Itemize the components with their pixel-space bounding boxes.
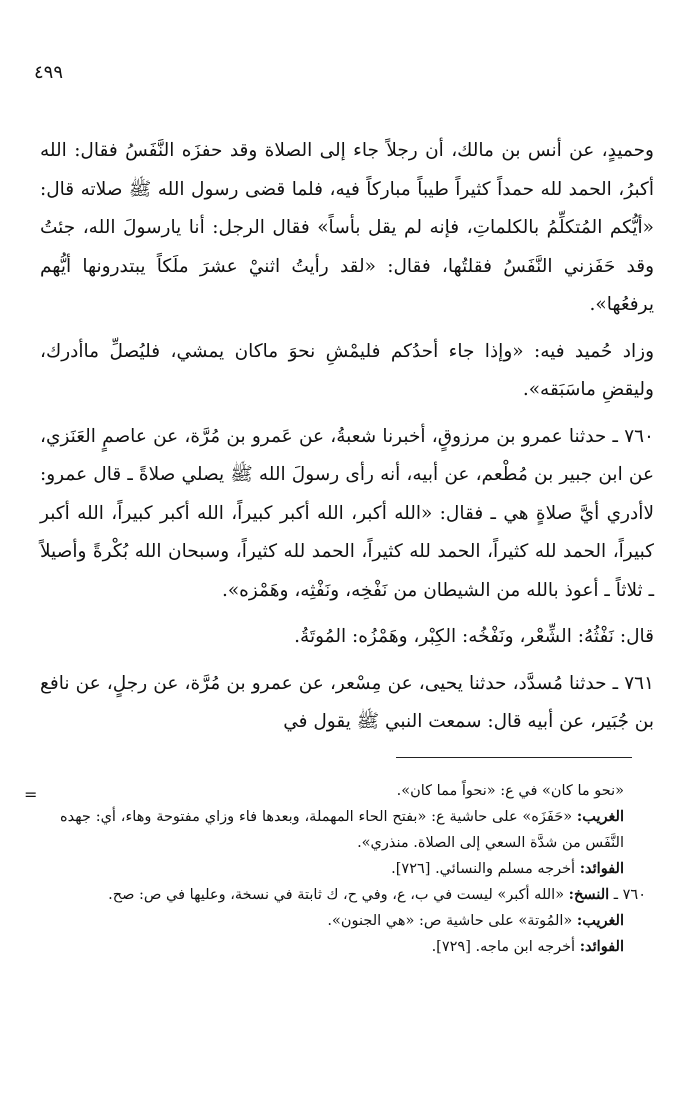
footnote-continuation-marker: =	[24, 785, 38, 804]
footnote-text: «حَفَزَه» على حاشية ع: «بفتح الحاء المهملة، وبعدها فاء وزاي مفتوحة وهاء، أي: جهده النَّفَس من شدَّة السعي إلى الصلاة. منذري».	[60, 809, 624, 851]
footnote-text: «الله أكبر» ليست في ب، ع، وفي ح، ك ثابتة في نسخة، وعليها في ص: صح.	[108, 887, 565, 903]
footnote-text: «نحو ما كان» في ع: «نحواً مما كان».	[396, 783, 624, 799]
footnote-number: ٧٦٠ ـ	[613, 887, 646, 903]
footnote-divider	[396, 757, 632, 758]
footnote-760-fawaid	[60, 934, 646, 960]
paragraph-explanation: قال: نَفْثُهُ: الشِّعْر، ونَفْخُه: الكِبْر، وهَمْزُه: المُوتَةُ.	[294, 626, 654, 647]
paragraph-1: وحميدٍ، عن أنس بن مالك، أن رجلاً جاء إلى الصلاة وقد حفزَه النَّفَسُ فقال: الله أكبرُ، الحمد لله حمداً كثيراً طيباً مباركاً فيه، فلما قضى رسول الله ﷺ صلاته قال: «أيُّكم المُتكلِّمُ بالكلماتِ، فإنه لم يقل بأساً» فقال الرجل: أنا يارسولَ الله، جئتُ وقد حَفَزني النَّفَسُ فقلتُها، فقال: «لقد رأيتُ اثنيْ عشرَ ملَكاً يبتدرونها أيُّهم يرفعُها».	[40, 140, 654, 315]
footnote-text: «المُوتة» على حاشية ص: «هي الجنون».	[327, 913, 573, 929]
footnote-variant	[60, 778, 646, 804]
footnote-gharib	[60, 804, 646, 856]
paragraph-2: وزاد حُميد فيه: «وإذا جاء أحدُكم فليمْشِ نحوَ ماكان يمشي، فليُصلِّ ماأدرك، وليقضِ ماسَبَقه».	[40, 340, 654, 400]
footnote-label: الفوائد:	[579, 860, 624, 877]
footnote-text: أخرجه ابن ماجه. [٧٢٩].	[431, 939, 576, 955]
paragraph-hadith-761: ٧٦١ ـ حدثنا مُسدَّد، حدثنا يحيى، عن مِسْعر، عن عمرو بن مُرَّة، عن رجلٍ، عن نافع بن جُبَير، عن أبيه قال: سمعت النبي ﷺ يقول في	[40, 672, 654, 732]
footnote-label: الغريب:	[576, 808, 624, 825]
footnote-760-nusakh	[60, 882, 646, 908]
footnotes	[60, 778, 646, 960]
page-number: ٤٩٩	[34, 62, 64, 83]
footnote-fawaid	[60, 856, 646, 882]
main-text	[40, 132, 654, 750]
footnote-text: أخرجه مسلم والنسائي. [٧٢٦].	[391, 861, 576, 877]
footnote-label: الغريب:	[576, 912, 624, 929]
footnote-760-gharib	[60, 908, 646, 934]
paragraph-hadith-760: ٧٦٠ ـ حدثنا عمرو بن مرزوقٍ، أخبرنا شعبةُ، عن عَمرو بن مُرَّة، عن عاصمٍ العَنَزي، عن ابن جبير بن مُطْعم، عن أبيه، أنه رأى رسولَ الله ﷺ يصلي صلاةً ـ قال عمرو: لاأدري أيَّ صلاةٍ هي ـ فقال: «الله أكبر، الله أكبر كبيراً، الله أكبر كبيراً، الله أكبر كبيراً، الحمد لله كثيراً، الحمد لله كثيراً، الحمد لله كثيراً، وسبحان الله بُكْرةً وأصيلاً ـ ثلاثاً ـ أعوذ بالله من الشيطان من نَفْخِه، ونَفْثِه، وهَمْزه».	[40, 425, 654, 601]
footnote-label: الفوائد:	[579, 938, 624, 955]
footnote-label: النسخ:	[568, 886, 610, 903]
